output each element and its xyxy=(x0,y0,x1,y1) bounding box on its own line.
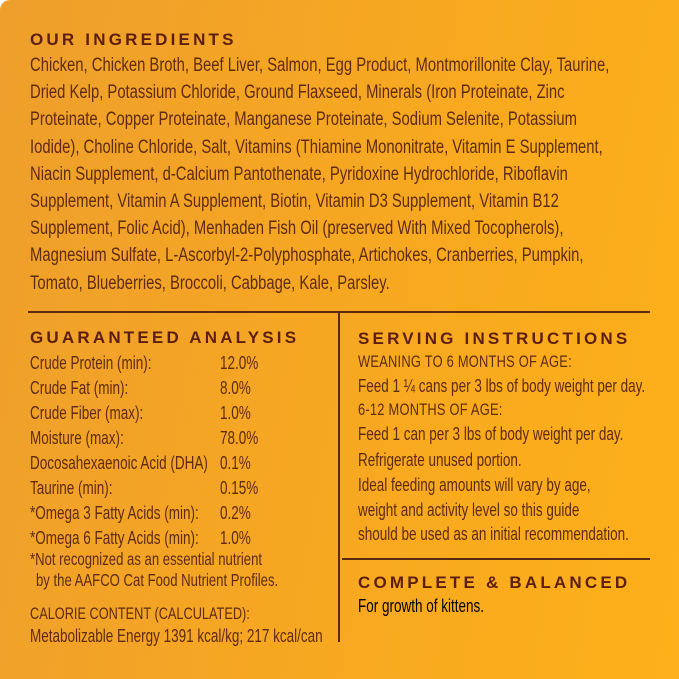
serving-instructions-heading: SERVING INSTRUCTIONS xyxy=(358,329,631,348)
calorie-content-heading: CALORIE CONTENT (CALCULATED): xyxy=(30,604,250,623)
ga-row-value: 1.0% xyxy=(220,403,251,423)
ga-row-value: 0.1% xyxy=(220,453,251,473)
ingredients-line: Proteinate, Copper Proteinate, Manganese Proteinate, Sodium Selenite, Potassium xyxy=(30,109,578,131)
ga-row-label: Taurine (min): xyxy=(30,478,113,498)
complete-balanced-heading: COMPLETE & BALANCED xyxy=(358,573,631,592)
ga-row-label: Crude Protein (min): xyxy=(30,353,152,373)
ingredients-line: Magnesium Sulfate, L-Ascorbyl-2-Polyphosphate, Artichokes, Cranberries, Pumpkin, xyxy=(30,245,584,267)
ingredients-line: Chicken, Chicken Broth, Beef Liver, Salmon, Egg Product, Montmorillonite Clay, Taurine, xyxy=(30,55,610,76)
older-feeding-text: Feed 1 can per 3 lbs of body weight per day. xyxy=(358,424,624,444)
ingredients-line: Iodide), Choline Chloride, Salt, Vitamins (Thiamine Mononitrate, Vitamin E Supplement, xyxy=(30,136,603,158)
ga-row xyxy=(30,351,267,376)
ga-row xyxy=(30,376,267,401)
ingredients-heading: OUR INGREDIENTS xyxy=(30,30,237,49)
weaning-age-label: WEANING TO 6 MONTHS OF AGE: xyxy=(358,353,572,371)
calorie-content-value: Metabolizable Energy 1391 kcal/kg; 217 kcal/can xyxy=(30,626,323,646)
feeding-note-line: weight and activity level so this guide xyxy=(358,499,580,520)
ga-row xyxy=(30,476,267,501)
horizontal-divider-right xyxy=(342,558,650,560)
ingredients-paragraph xyxy=(30,52,679,297)
ga-row xyxy=(30,526,267,551)
ga-row-value: 0.2% xyxy=(220,503,251,523)
ingredients-line: Dried Kelp, Potassium Chloride, Ground Flaxseed, Minerals (Iron Proteinate, Zinc xyxy=(30,82,565,104)
ga-row-label: *Omega 3 Fatty Acids (min): xyxy=(30,503,199,523)
ga-row-label: *Omega 6 Fatty Acids (min): xyxy=(30,528,199,548)
ga-row xyxy=(30,401,267,426)
ga-row xyxy=(30,451,267,476)
ga-row-value: 1.0% xyxy=(220,528,251,548)
ga-row-value: 78.0% xyxy=(220,428,259,448)
feeding-note xyxy=(358,473,679,547)
refrigerate-text: Refrigerate unused portion. xyxy=(358,450,522,470)
ga-row-value: 0.15% xyxy=(220,478,259,498)
ga-row-value: 8.0% xyxy=(220,378,251,398)
ga-row-label: Docosahexaenoic Acid (DHA) xyxy=(30,453,208,473)
complete-balanced-text: For growth of kittens. xyxy=(358,596,485,616)
ga-row-value: 12.0% xyxy=(220,353,259,373)
feeding-note-line: should be used as an initial recommendation. xyxy=(358,524,629,544)
vertical-column-divider xyxy=(338,311,340,642)
older-age-label: 6-12 MONTHS OF AGE: xyxy=(358,401,503,419)
ga-footnote xyxy=(30,549,361,591)
ga-footnote-line: by the AAFCO Cat Food Nutrient Profiles. xyxy=(36,570,279,590)
ingredients-line: Niacin Supplement, d-Calcium Pantothenate, Pyridoxine Hydrochloride, Riboflavin xyxy=(30,163,568,185)
ga-row-label: Crude Fat (min): xyxy=(30,378,129,398)
ingredients-line: Supplement, Folic Acid), Menhaden Fish Oil (preserved With Mixed Tocopherols), xyxy=(30,218,564,240)
ga-footnote-line: *Not recognized as an essential nutrient xyxy=(30,549,263,569)
weaning-feeding-text: Feed 1 ¼ cans per 3 lbs of body weight per day. xyxy=(358,376,646,396)
ingredients-line: Tomato, Blueberries, Broccoli, Cabbage, Kale, Parsley. xyxy=(30,272,390,294)
ga-row-label: Crude Fiber (max): xyxy=(30,403,144,423)
ingredients-line: Supplement, Vitamin A Supplement, Biotin, Vitamin D3 Supplement, Vitamin B12 xyxy=(30,190,559,212)
ga-row xyxy=(30,426,267,451)
feeding-note-line: Ideal feeding amounts will vary by age, xyxy=(358,475,591,495)
ga-row-label: Moisture (max): xyxy=(30,428,124,448)
guaranteed-analysis-heading: GUARANTEED ANALYSIS xyxy=(30,328,300,347)
guaranteed-analysis-table xyxy=(30,351,267,551)
ga-row xyxy=(30,501,267,526)
